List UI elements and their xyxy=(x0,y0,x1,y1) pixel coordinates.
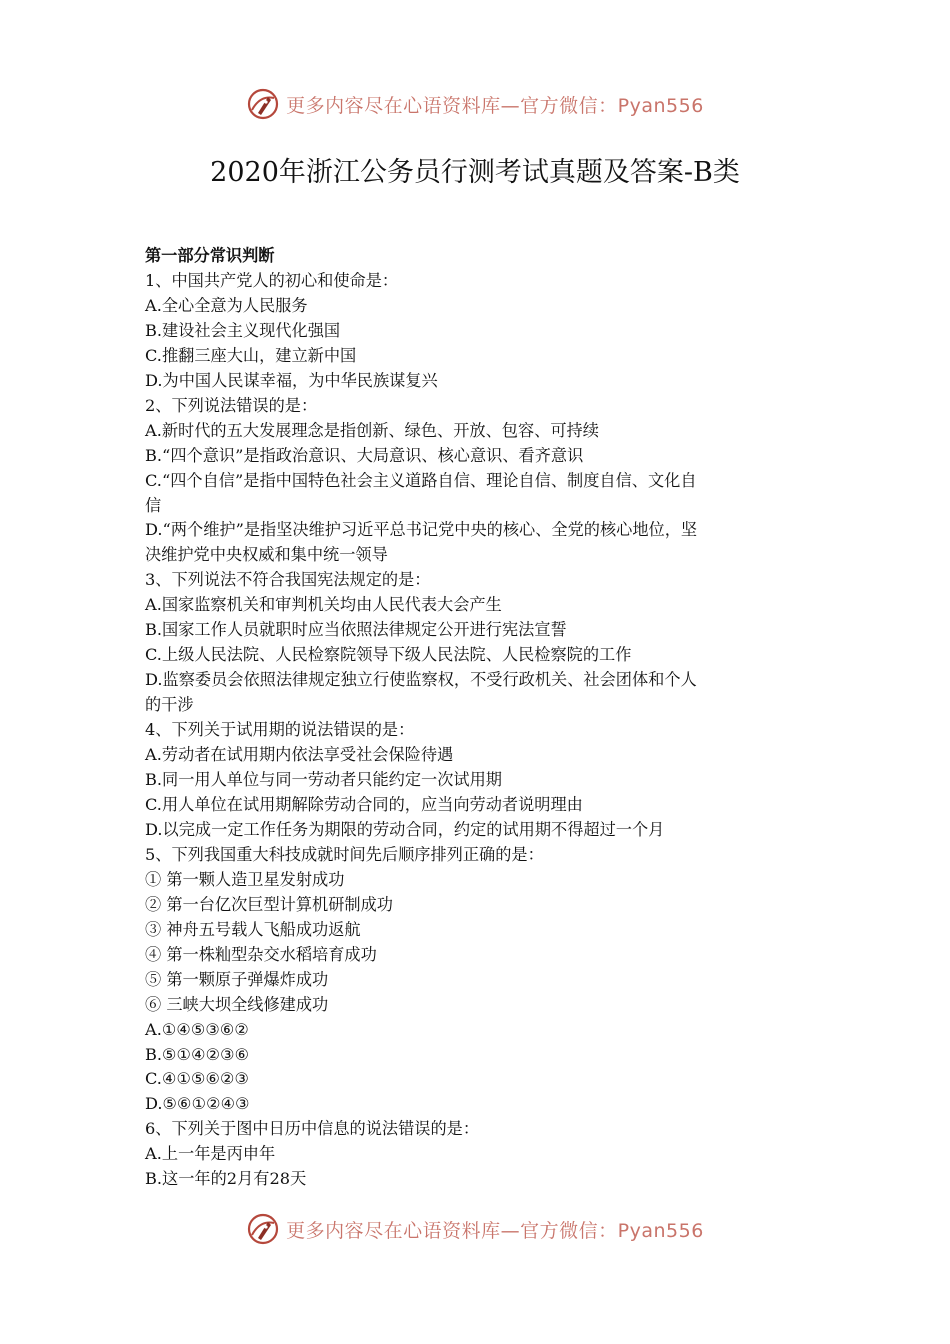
document-body xyxy=(145,244,815,1192)
answer-option: C.推翻三座大山，建立新中国 xyxy=(145,345,357,365)
answer-option: A.劳动者在试用期内依法享受社会保险待遇 xyxy=(145,745,454,765)
answer-option: A.①④⑤③⑥② xyxy=(145,1019,249,1039)
answer-option: A.新时代的五大发展理念是指创新、绿色、开放、包容、可持续 xyxy=(145,420,599,440)
statement-item: ② 第一台亿次巨型计算机研制成功 xyxy=(145,894,393,914)
question-stem: 1、中国共产党人的初心和使命是： xyxy=(145,270,399,290)
answer-option: 的干涉 xyxy=(145,695,194,715)
document-title: 2020年浙江公务员行测考试真题及答案-B类 xyxy=(210,157,740,188)
answer-option: D.为中国人民谋幸福，为中华民族谋复兴 xyxy=(145,370,438,390)
pen-nib-swirl-logo-icon xyxy=(246,87,280,121)
answer-option: D.⑤⑥①②④③ xyxy=(145,1094,250,1114)
answer-option: C.④①⑤⑥②③ xyxy=(145,1069,250,1089)
statement-item: ① 第一颗人造卫星发射成功 xyxy=(145,869,345,889)
answer-option: B.国家工作人员就职时应当依照法律规定公开进行宪法宣誓 xyxy=(145,620,567,640)
answer-option: B.建设社会主义现代化强国 xyxy=(145,320,341,340)
answer-option: 信 xyxy=(145,495,162,515)
answer-option: C.用人单位在试用期解除劳动合同的，应当向劳动者说明理由 xyxy=(145,794,583,814)
pen-nib-swirl-logo-icon xyxy=(246,1212,280,1246)
statement-item: ⑥ 三峡大坝全线修建成功 xyxy=(145,994,329,1014)
answer-option: 决维护党中央权威和集中统一领导 xyxy=(145,545,388,565)
answer-option: B.这一年的2月有28天 xyxy=(145,1169,307,1189)
statement-item: ⑤ 第一颗原子弹爆炸成功 xyxy=(145,969,329,989)
answer-option: B.⑤①④②③⑥ xyxy=(145,1044,250,1064)
answer-option: D.监察委员会依照法律规定独立行使监察权，不受行政机关、社会团体和个人 xyxy=(145,670,697,690)
question-stem: 4、下列关于试用期的说法错误的是： xyxy=(145,720,415,740)
header-banner xyxy=(0,84,950,124)
question-stem: 5、下列我国重大科技成就时间先后顺序排列正确的是： xyxy=(145,844,544,864)
answer-option: C.上级人民法院、人民检察院领导下级人民法院、人民检察院的工作 xyxy=(145,645,632,665)
question-stem: 6、下列关于图中日历中信息的说法错误的是： xyxy=(145,1119,480,1139)
answer-option: A.国家监察机关和审判机关均由人民代表大会产生 xyxy=(145,595,502,615)
footer-banner xyxy=(0,1209,950,1249)
statement-item: ④ 第一株籼型杂交水稻培育成功 xyxy=(145,944,377,964)
statement-item: ③ 神舟五号载人飞船成功返航 xyxy=(145,919,361,939)
section-heading: 第一部分常识判断 xyxy=(145,246,275,265)
answer-option: D.“两个维护”是指坚决维护习近平总书记党中央的核心、全党的核心地位，坚 xyxy=(145,520,698,540)
answer-option: A.全心全意为人民服务 xyxy=(145,295,308,315)
answer-option: C.“四个自信”是指中国特色社会主义道路自信、理论自信、制度自信、文化自 xyxy=(145,470,697,490)
answer-option: B.同一用人单位与同一劳动者只能约定一次试用期 xyxy=(145,770,502,790)
answer-option: A.上一年是丙申年 xyxy=(145,1144,276,1164)
answer-option: B.“四个意识”是指政治意识、大局意识、核心意识、看齐意识 xyxy=(145,445,584,465)
footer-banner-text: 更多内容尽在心语资料库—官方微信：Pyan556 xyxy=(286,1219,704,1242)
question-stem: 2、下列说法错误的是： xyxy=(145,395,318,415)
header-banner-text: 更多内容尽在心语资料库—官方微信：Pyan556 xyxy=(286,94,704,117)
answer-option: D.以完成一定工作任务为期限的劳动合同，约定的试用期不得超过一个月 xyxy=(145,819,665,839)
question-stem: 3、下列说法不符合我国宪法规定的是： xyxy=(145,570,431,590)
